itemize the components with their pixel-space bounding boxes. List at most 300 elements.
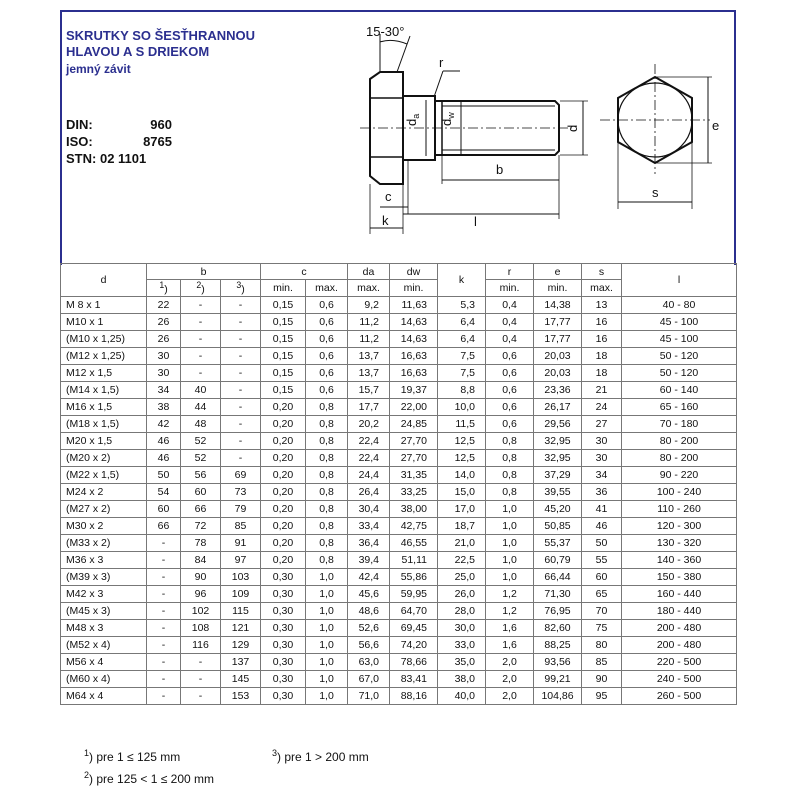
cell-da-max: 17,7 [348, 398, 390, 415]
cell-c-min: 0,15 [261, 330, 306, 347]
table-body [61, 296, 737, 704]
cell-l: 50 - 120 [622, 364, 737, 381]
cell-e-min: 71,30 [534, 585, 582, 602]
cell-da-max: 11,2 [348, 330, 390, 347]
cell-c-max: 0,8 [306, 500, 348, 517]
cell-c-max: 0,8 [306, 415, 348, 432]
cell-c-max: 0,8 [306, 398, 348, 415]
cell-e-min: 37,29 [534, 466, 582, 483]
cell-dw-min: 64,70 [390, 602, 438, 619]
cell-b3: 85 [221, 517, 261, 534]
cell-c-min: 0,20 [261, 466, 306, 483]
cell-b2: - [181, 296, 221, 313]
cell-s-max: 65 [582, 585, 622, 602]
table-row [61, 670, 737, 687]
footnote-3 [272, 746, 369, 764]
cell-r-min: 0,6 [486, 347, 534, 364]
dw-label: $d_w$ [439, 112, 456, 126]
cell-b1: - [147, 636, 181, 653]
cell-r-min: 1,6 [486, 636, 534, 653]
cell-b3: 69 [221, 466, 261, 483]
cell-da-max: 30,4 [348, 500, 390, 517]
cell-e-min: 88,25 [534, 636, 582, 653]
cell-c-max: 0,6 [306, 330, 348, 347]
cell-s-max: 16 [582, 330, 622, 347]
cell-b1: - [147, 687, 181, 704]
cell-b1: 42 [147, 415, 181, 432]
cell-l: 160 - 440 [622, 585, 737, 602]
cell-c-max: 1,0 [306, 602, 348, 619]
cell-e-min: 76,95 [534, 602, 582, 619]
cell-k: 8,8 [438, 381, 486, 398]
cell-r-min: 1,2 [486, 585, 534, 602]
cell-b2: 40 [181, 381, 221, 398]
cell-d: (M22 x 1,5) [61, 466, 147, 483]
cell-da-max: 20,2 [348, 415, 390, 432]
cell-d: M20 x 1,5 [61, 432, 147, 449]
footnote-3-text: ) pre 1 > 200 mm [277, 750, 369, 764]
cell-b1: 22 [147, 296, 181, 313]
cell-d: (M33 x 2) [61, 534, 147, 551]
cell-b3: - [221, 381, 261, 398]
cell-b3: - [221, 330, 261, 347]
cell-dw-min: 16,63 [390, 347, 438, 364]
cell-r-min: 2,0 [486, 687, 534, 704]
cell-b1: 30 [147, 364, 181, 381]
cell-b2: 66 [181, 500, 221, 517]
cell-k: 6,4 [438, 330, 486, 347]
cell-s-max: 13 [582, 296, 622, 313]
table-row [61, 381, 737, 398]
cell-da-max: 39,4 [348, 551, 390, 568]
cell-dw-min: 27,70 [390, 449, 438, 466]
cell-l: 80 - 200 [622, 432, 737, 449]
cell-b3: - [221, 347, 261, 364]
cell-d: M56 x 4 [61, 653, 147, 670]
cell-l: 200 - 480 [622, 636, 737, 653]
table-row [61, 619, 737, 636]
cell-b1: 30 [147, 347, 181, 364]
cell-c-min: 0,20 [261, 551, 306, 568]
cell-d: (M45 x 3) [61, 602, 147, 619]
cell-b1: 50 [147, 466, 181, 483]
cell-dw-min: 38,00 [390, 500, 438, 517]
cell-s-max: 30 [582, 432, 622, 449]
cell-e-min: 14,38 [534, 296, 582, 313]
cell-c-max: 1,0 [306, 568, 348, 585]
cell-d: M36 x 3 [61, 551, 147, 568]
table-row [61, 330, 737, 347]
cell-b2: 60 [181, 483, 221, 500]
standard-din-label: DIN: [66, 117, 93, 132]
cell-e-min: 23,36 [534, 381, 582, 398]
cell-c-min: 0,30 [261, 602, 306, 619]
cell-b1: - [147, 551, 181, 568]
cell-e-min: 60,79 [534, 551, 582, 568]
cell-b3: 79 [221, 500, 261, 517]
cell-l: 45 - 100 [622, 330, 737, 347]
cell-s-max: 75 [582, 619, 622, 636]
cell-c-max: 0,6 [306, 347, 348, 364]
angle-arc [380, 40, 407, 44]
cell-c-max: 1,0 [306, 636, 348, 653]
cell-c-min: 0,20 [261, 415, 306, 432]
cell-k: 7,5 [438, 347, 486, 364]
cell-b1: 46 [147, 449, 181, 466]
cell-r-min: 0,6 [486, 398, 534, 415]
cell-l: 60 - 140 [622, 381, 737, 398]
cell-e-min: 50,85 [534, 517, 582, 534]
d-label: d [565, 124, 580, 132]
cell-r-min: 1,0 [486, 568, 534, 585]
standard-din-value: 960 [150, 117, 172, 132]
cell-b1: 60 [147, 500, 181, 517]
header-k: k [438, 264, 486, 297]
cell-dw-min: 31,35 [390, 466, 438, 483]
cell-k: 6,4 [438, 313, 486, 330]
cell-s-max: 90 [582, 670, 622, 687]
cell-da-max: 48,6 [348, 602, 390, 619]
cell-b3: 115 [221, 602, 261, 619]
cell-d: (M52 x 4) [61, 636, 147, 653]
cell-b2: 72 [181, 517, 221, 534]
cell-r-min: 0,8 [486, 466, 534, 483]
cell-b1: 26 [147, 330, 181, 347]
cell-l: 40 - 80 [622, 296, 737, 313]
cell-b1: - [147, 602, 181, 619]
cell-c-max: 0,8 [306, 517, 348, 534]
cell-b1: - [147, 670, 181, 687]
cell-c-min: 0,20 [261, 534, 306, 551]
cell-k: 11,5 [438, 415, 486, 432]
cell-b3: 153 [221, 687, 261, 704]
header-e: e [534, 264, 582, 280]
cell-c-min: 0,30 [261, 585, 306, 602]
table-row [61, 687, 737, 704]
cell-b3: - [221, 313, 261, 330]
cell-da-max: 13,7 [348, 364, 390, 381]
header-r-min: min. [486, 280, 534, 297]
cell-d: M 8 x 1 [61, 296, 147, 313]
standard-stn-label: STN: [66, 151, 97, 166]
cell-b1: 34 [147, 381, 181, 398]
cell-e-min: 99,21 [534, 670, 582, 687]
table-row [61, 364, 737, 381]
cell-c-min: 0,30 [261, 653, 306, 670]
cell-b2: 48 [181, 415, 221, 432]
cell-r-min: 0,8 [486, 449, 534, 466]
cell-c-min: 0,20 [261, 517, 306, 534]
cell-k: 12,5 [438, 449, 486, 466]
table-row [61, 432, 737, 449]
cell-b1: 66 [147, 517, 181, 534]
cell-k: 25,0 [438, 568, 486, 585]
cell-e-min: 39,55 [534, 483, 582, 500]
table-row [61, 500, 737, 517]
cell-d: M30 x 2 [61, 517, 147, 534]
header-r: r [486, 264, 534, 280]
cell-s-max: 46 [582, 517, 622, 534]
cell-k: 14,0 [438, 466, 486, 483]
cell-e-min: 82,60 [534, 619, 582, 636]
cell-k: 21,0 [438, 534, 486, 551]
cell-e-min: 93,56 [534, 653, 582, 670]
cell-da-max: 56,6 [348, 636, 390, 653]
cell-l: 100 - 240 [622, 483, 737, 500]
header-dw-min: min. [390, 280, 438, 297]
cell-d: M48 x 3 [61, 619, 147, 636]
cell-e-min: 17,77 [534, 330, 582, 347]
cell-s-max: 50 [582, 534, 622, 551]
table-row [61, 466, 737, 483]
header-s-max: max. [582, 280, 622, 297]
header-da-max: max. [348, 280, 390, 297]
cell-d: M42 x 3 [61, 585, 147, 602]
cell-s-max: 18 [582, 347, 622, 364]
title-line-3: jemný závit [66, 62, 131, 76]
s-label: s [652, 185, 659, 200]
cell-r-min: 0,4 [486, 313, 534, 330]
cell-k: 40,0 [438, 687, 486, 704]
cell-s-max: 16 [582, 313, 622, 330]
cell-b2: 52 [181, 449, 221, 466]
cell-b2: 52 [181, 432, 221, 449]
cell-b2: 44 [181, 398, 221, 415]
cell-c-max: 1,0 [306, 619, 348, 636]
cell-da-max: 22,4 [348, 432, 390, 449]
standard-iso-value: 8765 [143, 134, 172, 149]
cell-l: 150 - 380 [622, 568, 737, 585]
cell-k: 18,7 [438, 517, 486, 534]
cell-dw-min: 46,55 [390, 534, 438, 551]
cell-c-max: 0,6 [306, 296, 348, 313]
cell-c-max: 0,8 [306, 466, 348, 483]
bolt-technical-drawing [350, 14, 730, 254]
header-b2: $^2$) [181, 280, 221, 297]
footnote-2-mark: 2 [84, 770, 90, 780]
cell-b2: 78 [181, 534, 221, 551]
cell-r-min: 2,0 [486, 653, 534, 670]
cell-c-max: 0,8 [306, 483, 348, 500]
standard-din [66, 117, 172, 133]
header-da: da [348, 264, 390, 280]
cell-c-min: 0,20 [261, 500, 306, 517]
table-row [61, 347, 737, 364]
header-b1: $^1$) [147, 280, 181, 297]
cell-b3: 91 [221, 534, 261, 551]
cell-k: 15,0 [438, 483, 486, 500]
cell-c-min: 0,30 [261, 687, 306, 704]
header-c: c [261, 264, 348, 280]
da-label: $d_a$ [404, 113, 421, 126]
cell-k: 7,5 [438, 364, 486, 381]
cell-c-max: 0,6 [306, 364, 348, 381]
cell-da-max: 22,4 [348, 449, 390, 466]
cell-d: (M27 x 2) [61, 500, 147, 517]
standard-stn-value: 02 1101 [99, 151, 147, 166]
cell-c-min: 0,15 [261, 313, 306, 330]
cell-b2: 84 [181, 551, 221, 568]
cell-r-min: 1,6 [486, 619, 534, 636]
cell-l: 45 - 100 [622, 313, 737, 330]
cell-d: (M14 x 1,5) [61, 381, 147, 398]
cell-b1: - [147, 568, 181, 585]
cell-c-max: 0,8 [306, 449, 348, 466]
cell-c-max: 0,8 [306, 534, 348, 551]
cell-dw-min: 27,70 [390, 432, 438, 449]
cell-k: 35,0 [438, 653, 486, 670]
cell-c-min: 0,20 [261, 432, 306, 449]
cell-e-min: 26,17 [534, 398, 582, 415]
table-row [61, 551, 737, 568]
cell-d: (M12 x 1,25) [61, 347, 147, 364]
cell-r-min: 0,8 [486, 483, 534, 500]
cell-l: 50 - 120 [622, 347, 737, 364]
cell-c-max: 1,0 [306, 687, 348, 704]
cell-b3: - [221, 432, 261, 449]
cell-c-min: 0,30 [261, 619, 306, 636]
cell-s-max: 27 [582, 415, 622, 432]
cell-b2: - [181, 687, 221, 704]
cell-k: 28,0 [438, 602, 486, 619]
cell-k: 30,0 [438, 619, 486, 636]
cell-k: 26,0 [438, 585, 486, 602]
b-label: b [496, 162, 504, 177]
cell-l: 130 - 320 [622, 534, 737, 551]
cell-b1: 46 [147, 432, 181, 449]
cell-dw-min: 55,86 [390, 568, 438, 585]
cell-c-min: 0,20 [261, 398, 306, 415]
cell-b1: - [147, 534, 181, 551]
table-row [61, 653, 737, 670]
header-d: d [61, 264, 147, 297]
cell-d: M16 x 1,5 [61, 398, 147, 415]
standard-iso [66, 134, 172, 150]
cell-da-max: 26,4 [348, 483, 390, 500]
cell-b2: 56 [181, 466, 221, 483]
cell-l: 240 - 500 [622, 670, 737, 687]
cell-b3: 129 [221, 636, 261, 653]
cell-b3: 137 [221, 653, 261, 670]
cell-d: M12 x 1,5 [61, 364, 147, 381]
c-label: c [385, 189, 392, 204]
cell-da-max: 42,4 [348, 568, 390, 585]
cell-c-min: 0,20 [261, 483, 306, 500]
footnote-1-text: ) pre 1 ≤ 125 mm [89, 750, 181, 764]
footnote-1-mark: 1 [84, 748, 90, 758]
header-c-max: max. [306, 280, 348, 297]
cell-e-min: 32,95 [534, 449, 582, 466]
cell-s-max: 85 [582, 653, 622, 670]
table-row [61, 517, 737, 534]
cell-s-max: 55 [582, 551, 622, 568]
cell-b1: 54 [147, 483, 181, 500]
cell-d: M10 x 1 [61, 313, 147, 330]
cell-b2: 116 [181, 636, 221, 653]
cell-k: 5,3 [438, 296, 486, 313]
cell-dw-min: 74,20 [390, 636, 438, 653]
title-line-1: SKRUTKY SO ŠESŤHRANNOU [66, 28, 256, 43]
cell-l: 70 - 180 [622, 415, 737, 432]
cell-e-min: 45,20 [534, 500, 582, 517]
cell-b1: - [147, 619, 181, 636]
cell-b2: 96 [181, 585, 221, 602]
cell-b3: 109 [221, 585, 261, 602]
cell-s-max: 70 [582, 602, 622, 619]
cell-c-min: 0,15 [261, 364, 306, 381]
table-row [61, 449, 737, 466]
table-row [61, 415, 737, 432]
cell-da-max: 9,2 [348, 296, 390, 313]
table-row [61, 568, 737, 585]
cell-s-max: 60 [582, 568, 622, 585]
cell-k: 17,0 [438, 500, 486, 517]
cell-dw-min: 22,00 [390, 398, 438, 415]
cell-e-min: 32,95 [534, 432, 582, 449]
cell-d: (M60 x 4) [61, 670, 147, 687]
cell-l: 110 - 260 [622, 500, 737, 517]
cell-k: 10,0 [438, 398, 486, 415]
cell-s-max: 41 [582, 500, 622, 517]
cell-c-min: 0,30 [261, 568, 306, 585]
cell-e-min: 104,86 [534, 687, 582, 704]
cell-k: 12,5 [438, 432, 486, 449]
cell-b3: - [221, 364, 261, 381]
cell-r-min: 0,6 [486, 415, 534, 432]
cell-b2: - [181, 330, 221, 347]
cell-e-min: 20,03 [534, 347, 582, 364]
cell-b2: 108 [181, 619, 221, 636]
cell-e-min: 55,37 [534, 534, 582, 551]
cell-e-min: 66,44 [534, 568, 582, 585]
cell-d: (M20 x 2) [61, 449, 147, 466]
header-c-min: min. [261, 280, 306, 297]
cell-r-min: 0,4 [486, 296, 534, 313]
cell-dw-min: 16,63 [390, 364, 438, 381]
cell-b3: - [221, 449, 261, 466]
header-s: s [582, 264, 622, 280]
cell-b3: - [221, 296, 261, 313]
cell-d: (M18 x 1,5) [61, 415, 147, 432]
cell-s-max: 30 [582, 449, 622, 466]
cell-b2: - [181, 653, 221, 670]
cell-b1: - [147, 653, 181, 670]
cell-dw-min: 69,45 [390, 619, 438, 636]
cell-dw-min: 33,25 [390, 483, 438, 500]
k-label: k [382, 213, 389, 228]
cell-c-max: 1,0 [306, 670, 348, 687]
cell-dw-min: 14,63 [390, 313, 438, 330]
cell-r-min: 2,0 [486, 670, 534, 687]
cell-b3: 103 [221, 568, 261, 585]
table-row [61, 313, 737, 330]
r-leader [434, 71, 443, 97]
cell-da-max: 67,0 [348, 670, 390, 687]
cell-k: 38,0 [438, 670, 486, 687]
cell-dw-min: 59,95 [390, 585, 438, 602]
cell-da-max: 71,0 [348, 687, 390, 704]
cell-c-max: 0,8 [306, 432, 348, 449]
cell-c-min: 0,15 [261, 296, 306, 313]
table-header-row-1 [61, 264, 737, 280]
cell-dw-min: 51,11 [390, 551, 438, 568]
header-dw: dw [390, 264, 438, 280]
cell-b2: 102 [181, 602, 221, 619]
cell-dw-min: 14,63 [390, 330, 438, 347]
cell-l: 140 - 360 [622, 551, 737, 568]
cell-c-min: 0,30 [261, 636, 306, 653]
cell-d: M64 x 4 [61, 687, 147, 704]
